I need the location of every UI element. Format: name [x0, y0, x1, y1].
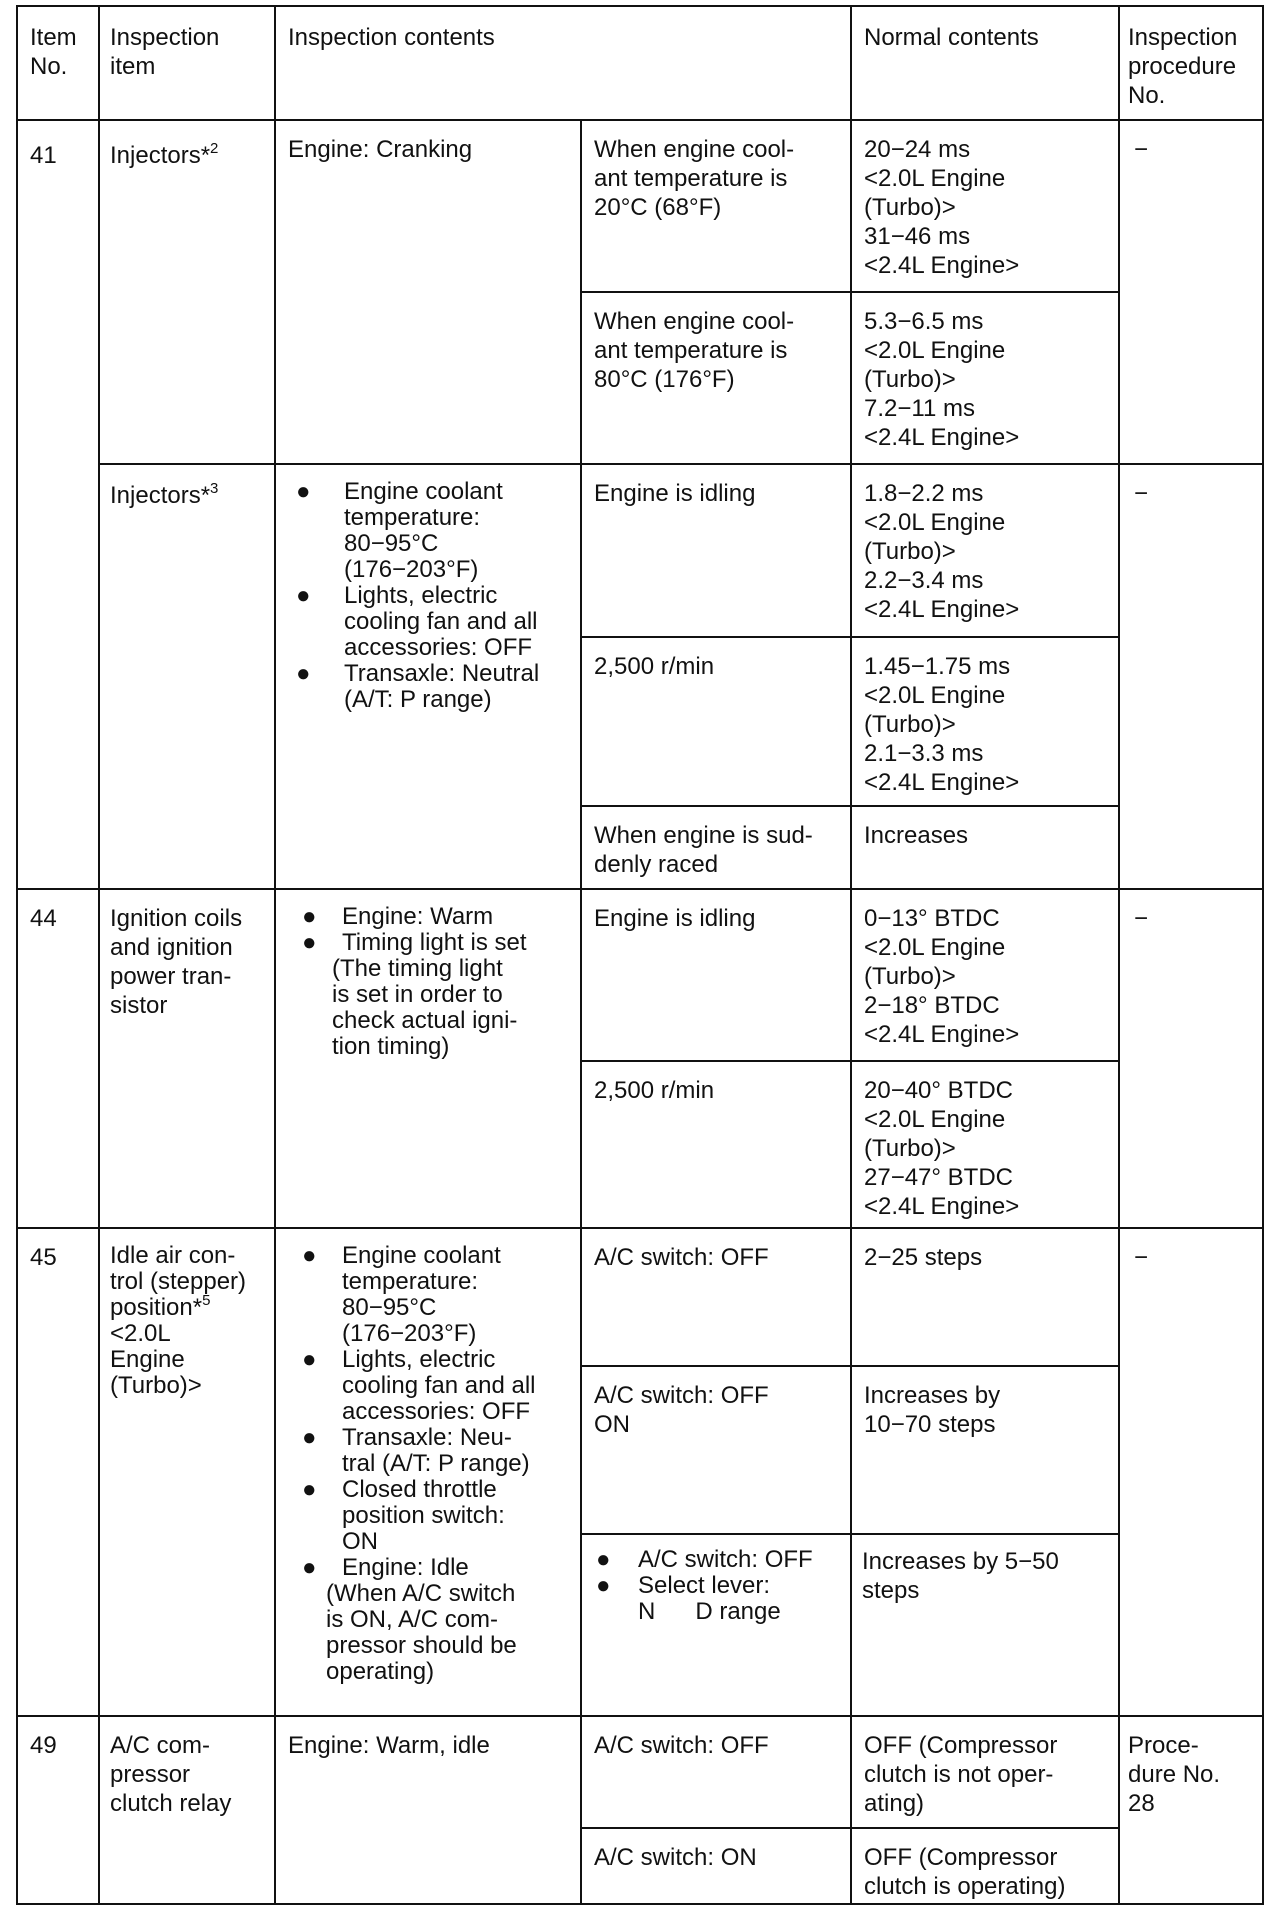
bullet-text: A/C switch: OFF: [638, 1546, 813, 1573]
row-44-note-text: (The timing light is set in order to check actual igni- tion timing): [332, 955, 518, 1060]
row-41-rule-a: [580, 291, 1118, 293]
row-45-item-no: 45: [30, 1244, 57, 1271]
row-45-note-text: (When A/C switch is ON, A/C com- pressor should be operating): [326, 1580, 517, 1685]
bullet-dot: ●: [302, 903, 317, 930]
row-44-condition-2: 2,500 r/min: [594, 1077, 715, 1104]
row-45-rule-b: [580, 1533, 1118, 1535]
bullet-text: Engine coolant temperature: 80−95°C (176−203°F): [344, 478, 503, 583]
bullet-dot: ●: [302, 929, 317, 956]
row-45-normal-2: Increases by 10−70 steps: [864, 1382, 1001, 1438]
row-41-item-a-footnote: 2: [210, 140, 219, 157]
col-rule-item: [98, 5, 100, 1905]
bullet-text: Select lever: N D range: [638, 1572, 781, 1625]
row-41-item-injectors-cranking: [110, 141, 218, 170]
col-rule-procedure: [1118, 5, 1120, 1905]
col-rule-contents: [274, 5, 276, 1905]
row-44-normal-1: 0−13° BTDC <2.0L Engine (Turbo)> 2−18° BTDC <2.4L Engine>: [864, 905, 1020, 1048]
row-41-normal-3: 1.8−2.2 ms <2.0L Engine (Turbo)> 2.2−3.4 ms <2.4L Engine>: [864, 480, 1020, 623]
bullet-text: Lights, electric cooling fan and all accessories: OFF: [342, 1346, 536, 1425]
row-41-condition-5: When engine is sud- denly raced: [594, 822, 813, 878]
row-45-item: [110, 1243, 246, 1399]
table-border-bottom: [16, 1903, 1264, 1905]
bullet-dot: ●: [296, 478, 311, 505]
header-bottom-rule: [16, 119, 1264, 121]
row-41-normal-1: 20−24 ms <2.0L Engine (Turbo)> 31−46 ms <2.4L Engine>: [864, 136, 1020, 279]
row-44-procedure: −: [1134, 905, 1149, 932]
row-44-normal-2: 20−40° BTDC <2.0L Engine (Turbo)> 27−47° BTDC <2.4L Engine>: [864, 1077, 1020, 1220]
bullet-text: Closed throttle position switch: ON: [342, 1476, 505, 1555]
table-border-left: [16, 5, 18, 1905]
row-49-condition-1: A/C switch: OFF: [594, 1732, 769, 1759]
row-41-rule-d: [580, 805, 1118, 807]
row-41-item-a-text: Injectors*: [110, 142, 211, 169]
row-41-condition-1: When engine cool- ant temperature is 20°C (68°F): [594, 136, 795, 221]
row-45-rule-a: [580, 1365, 1118, 1367]
bullet-dot: ●: [296, 660, 311, 687]
row-45-normal-3: Increases by 5−50 steps: [862, 1548, 1059, 1604]
row-44-item: Ignition coils and ignition power tran- sistor: [110, 905, 243, 1019]
row-45-condition-2: A/C switch: OFF ON: [594, 1382, 769, 1438]
row-44-condition-1: Engine is idling: [594, 905, 756, 932]
header-inspection-contents: Inspection contents: [288, 24, 495, 51]
row-41-condition-3: Engine is idling: [594, 480, 756, 507]
bullet-dot: ●: [596, 1546, 611, 1573]
bullet-dot: ●: [302, 1242, 317, 1269]
bullet-text: Timing light is set: [342, 929, 527, 956]
row-45-top-rule: [16, 1227, 1264, 1229]
row-49-item: A/C com- pressor clutch relay: [110, 1732, 232, 1817]
header-normal-contents: Normal contents: [864, 24, 1039, 51]
row-44-top-rule: [16, 888, 1264, 890]
row-49-contents: Engine: Warm, idle: [288, 1732, 490, 1759]
row-49-item-no: 49: [30, 1732, 57, 1759]
row-45-item-engine: <2.0L Engine (Turbo)>: [110, 1320, 202, 1399]
row-41-item-b-footnote: 3: [210, 480, 219, 497]
bullet-dot: ●: [296, 582, 311, 609]
row-41-contents-cranking: Engine: Cranking: [288, 136, 473, 163]
row-45-item-footnote: 5: [202, 1292, 211, 1309]
header-item-no: Item No.: [30, 24, 77, 80]
row-49-procedure: Proce- dure No. 28: [1128, 1732, 1221, 1817]
row-44-note: [332, 956, 517, 1060]
row-41-item-b-text: Injectors*: [110, 482, 211, 509]
bullet-text: Transaxle: Neu- tral (A/T: P range): [342, 1424, 530, 1477]
row-45-note: [326, 1581, 566, 1685]
row-49-rule-a: [580, 1827, 1118, 1829]
bullet-dot: ●: [302, 1346, 317, 1373]
row-49-condition-2: A/C switch: ON: [594, 1844, 757, 1871]
bullet-dot: ●: [302, 1554, 317, 1581]
row-41-normal-5: Increases: [864, 822, 969, 849]
header-inspection-item: Inspection item: [110, 24, 220, 80]
bullet-text: Engine: Warm: [342, 903, 494, 930]
bullet-text: Engine coolant temperature: 80−95°C (176−203°F): [342, 1242, 501, 1347]
row-41-normal-2: 5.3−6.5 ms <2.0L Engine (Turbo)> 7.2−11 ms <2.4L Engine>: [864, 308, 1020, 451]
bullet-dot: ●: [302, 1476, 317, 1503]
row-49-top-rule: [16, 1715, 1264, 1717]
inspection-table: [16, 5, 1264, 1905]
row-44-item-no: 44: [30, 905, 57, 932]
bullet-dot: ●: [302, 1424, 317, 1451]
bullet-text: Lights, electric cooling fan and all accessories: OFF: [344, 582, 538, 661]
col-rule-condition: [580, 119, 582, 1905]
table-border-right: [1262, 5, 1264, 1905]
row-44-rule-a: [580, 1060, 1118, 1062]
row-41-procedure-a: −: [1134, 136, 1149, 163]
row-41-normal-4: 1.45−1.75 ms <2.0L Engine (Turbo)> 2.1−3.3 ms <2.4L Engine>: [864, 653, 1020, 796]
row-45-normal-1: 2−25 steps: [864, 1244, 983, 1271]
row-41-rule-b: [98, 463, 1264, 465]
row-41-rule-c: [580, 636, 1118, 638]
bullet-text: Engine: Idle: [342, 1554, 469, 1581]
row-45-condition-1: A/C switch: OFF: [594, 1244, 769, 1271]
row-41-condition-4: 2,500 r/min: [594, 653, 715, 680]
table-border-top: [16, 5, 1264, 7]
bullet-text: Transaxle: Neutral (A/T: P range): [344, 660, 540, 713]
row-45-procedure: −: [1134, 1244, 1149, 1271]
row-41-procedure-b: −: [1134, 480, 1149, 507]
row-41-condition-2: When engine cool- ant temperature is 80°C (176°F): [594, 308, 795, 393]
row-49-normal-2: OFF (Compressor clutch is operating): [864, 1844, 1066, 1900]
row-41-item-no: 41: [30, 142, 57, 169]
row-41-item-injectors-running: [110, 481, 218, 510]
row-49-normal-1: OFF (Compressor clutch is not oper- ating): [864, 1732, 1058, 1817]
header-procedure-no: Inspection procedure No.: [1128, 24, 1238, 109]
row-45-item-text: Idle air con- trol (stepper) position*: [110, 1242, 247, 1321]
bullet-dot: ●: [596, 1572, 611, 1599]
